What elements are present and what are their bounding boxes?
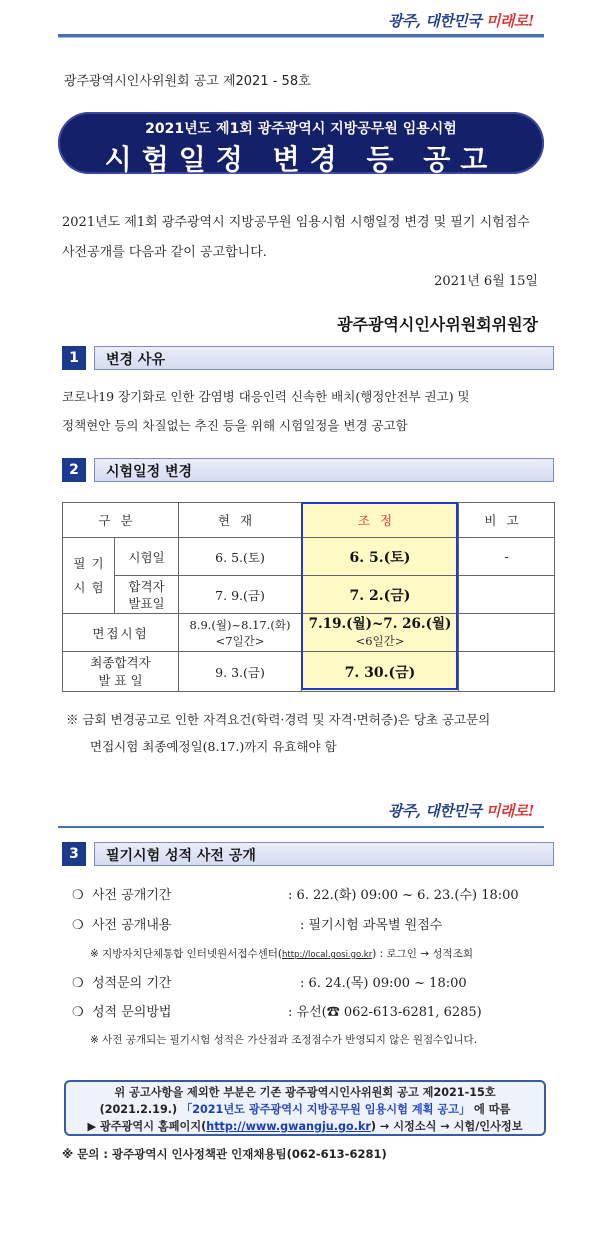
item-label: 성적 문의방법 xyxy=(92,1005,172,1020)
intro-line-1: 2021년도 제1회 광주광역시 지방공무원 임용시험 시행일정 변경 및 필기 시험점수 xyxy=(62,215,530,230)
chairman-signature: 광주광역시인사위원회위원장 xyxy=(337,315,538,334)
header-current: 현재 xyxy=(179,503,302,538)
result-label-line-1: 합격자 xyxy=(128,578,165,594)
section-title: 필기시험 성적 사전 공개 xyxy=(106,848,256,864)
section-number: 1 xyxy=(62,346,86,370)
slogan-logo: 광주, 대한민국 미래로! xyxy=(387,12,534,30)
bullet-icon: ❍ xyxy=(72,918,84,933)
interview-current-days: <7일간> xyxy=(215,633,265,648)
note-line-2: 면접시험 최종예정일(8.17.)까지 유효해야 함 xyxy=(90,739,337,754)
exam-date-label: 시험일 xyxy=(115,538,179,576)
exam-date-adjusted: 6. 5.(토) xyxy=(302,538,459,576)
info-text: (2021.2.19.) xyxy=(99,1103,181,1116)
item-label: 성적문의 기간 xyxy=(92,976,172,991)
schedule-table xyxy=(62,502,555,692)
header-note: 비고 xyxy=(459,503,555,538)
inquiry-contact: ※ 문의 : 광주광역시 인사정책관 인재채용팀(062-613-6281) xyxy=(62,1147,387,1161)
plan-notice-title: 「2021년도 광주광역시 지방공무원 임용시험 계획 공고」 xyxy=(181,1103,471,1116)
section-number: 3 xyxy=(62,842,86,866)
note-line-1: ※ 금회 변경공고로 인한 자격요건(학력·경력 및 자격·면허증)은 당초 공고문의 xyxy=(66,712,491,727)
bullet-icon: ❍ xyxy=(72,1005,84,1020)
item-value: : 유선(☎ 062-613-6281, 6285) xyxy=(288,1005,482,1020)
result-date-note xyxy=(459,576,555,614)
notice-date: 2021년 6월 15일 xyxy=(434,274,538,289)
title-banner xyxy=(58,112,544,174)
exam-date-note: - xyxy=(459,538,555,576)
info-line-3 xyxy=(66,1118,544,1135)
section-1-header xyxy=(62,346,554,370)
banner-subtitle: 2021년도 제1회 광주광역시 지방공무원 임용시험 xyxy=(145,121,457,137)
info-line-2 xyxy=(66,1101,544,1118)
interview-current-dates: 8.9.(월)~8.17.(화) xyxy=(189,617,291,632)
reason-line-1: 코로나19 장기화로 인한 감염병 대응인력 신속한 배치(행정안전부 권고) 및 xyxy=(62,389,470,404)
subnote-lookup xyxy=(90,946,473,961)
exam-date-current: 6. 5.(토) xyxy=(179,538,302,576)
info-box xyxy=(64,1080,546,1136)
header-adjusted: 조정 xyxy=(302,503,459,538)
section-3-header xyxy=(62,842,554,866)
section-title: 변경 사유 xyxy=(106,352,165,368)
interview-note xyxy=(459,614,555,652)
final-label-line-2: 발 표 일 xyxy=(98,672,143,688)
interview-adjusted xyxy=(302,614,459,652)
header-category: 구분 xyxy=(63,503,179,538)
section-title: 시험일정 변경 xyxy=(106,464,193,480)
item-value: : 6. 24.(목) 09:00 ~ 18:00 xyxy=(300,976,467,991)
final-label-line-1: 최종합격자 xyxy=(90,654,151,670)
section-2-header xyxy=(62,458,554,482)
subnote-text: ) : 로그인 → 성적조회 xyxy=(372,948,473,960)
final-result-note xyxy=(459,652,555,692)
list-item xyxy=(72,972,467,991)
info-line-1: 위 공고사항을 제외한 부분은 기존 광주광역시인사위원회 공고 제2021-15호 xyxy=(114,1086,496,1099)
interview-label: 면접시험 xyxy=(63,614,179,652)
top-divider xyxy=(58,34,544,38)
final-result-current: 9. 3.(금) xyxy=(179,652,302,692)
final-result-adjusted: 7. 30.(금) xyxy=(302,652,459,692)
eligibility-note xyxy=(66,706,551,760)
result-date-current: 7. 9.(금) xyxy=(179,576,302,614)
list-item xyxy=(72,1001,482,1020)
bullet-icon: ❍ xyxy=(72,976,84,991)
change-reason-text xyxy=(62,382,547,440)
intro-paragraph xyxy=(62,208,547,268)
section-number: 2 xyxy=(62,458,86,482)
item-label: 사전 공개기간 xyxy=(92,888,172,903)
info-text: ▶ 광주광역시 홈페이지( xyxy=(87,1120,207,1133)
interview-current xyxy=(179,614,302,652)
final-result-label xyxy=(63,652,179,692)
subnote-text: ※ 지방자치단체통합 인터넷원서접수센터( xyxy=(90,948,282,960)
item-value: : 6. 22.(화) 09:00 ~ 6. 23.(수) 18:00 xyxy=(288,888,519,903)
homepage-link[interactable]: http://www.gwangju.go.kr xyxy=(206,1120,371,1133)
item-value: : 필기시험 과목별 원점수 xyxy=(300,918,443,933)
subnote-raw-score: ※ 사전 공개되는 필기시험 성적은 가산점과 조정점수가 반영되지 않은 원점수입니다. xyxy=(90,1034,478,1046)
list-item xyxy=(72,914,442,933)
reason-line-2: 정책현안 등의 차질없는 추진 등을 위해 시험일정을 변경 공고함 xyxy=(62,418,408,433)
interview-adjusted-dates: 7.19.(월)~7. 26.(월) xyxy=(308,615,452,632)
table-row xyxy=(63,614,555,652)
table-header-row xyxy=(63,503,555,538)
banner-title: 시험일정 변경 등 공고 xyxy=(104,143,498,176)
bullet-icon: ❍ xyxy=(72,888,84,903)
result-date-adjusted: 7. 2.(금) xyxy=(302,576,459,614)
table-row xyxy=(63,538,555,576)
written-exam-label: 필기 시험 xyxy=(63,538,115,614)
result-label-line-2: 발표일 xyxy=(128,595,165,611)
interview-adjusted-days: <6일간> xyxy=(355,633,405,648)
info-text: ) → 시정소식 → 시험/인사정보 xyxy=(370,1120,523,1133)
slogan-logo: 광주, 대한민국 미래로! xyxy=(387,802,534,820)
mid-divider xyxy=(58,826,544,828)
table-row xyxy=(63,576,555,614)
notice-number: 광주광역시인사위원회 공고 제2021 - 58호 xyxy=(64,74,311,89)
gosi-link[interactable]: http://local.gosi.go.kr xyxy=(282,950,373,960)
result-date-label xyxy=(115,576,179,614)
item-label: 사전 공개내용 xyxy=(92,918,172,933)
info-text: 에 따름 xyxy=(470,1103,511,1116)
table-row xyxy=(63,652,555,692)
list-item xyxy=(72,884,519,903)
intro-line-2: 사전공개를 다음과 같이 공고합니다. xyxy=(62,245,267,260)
